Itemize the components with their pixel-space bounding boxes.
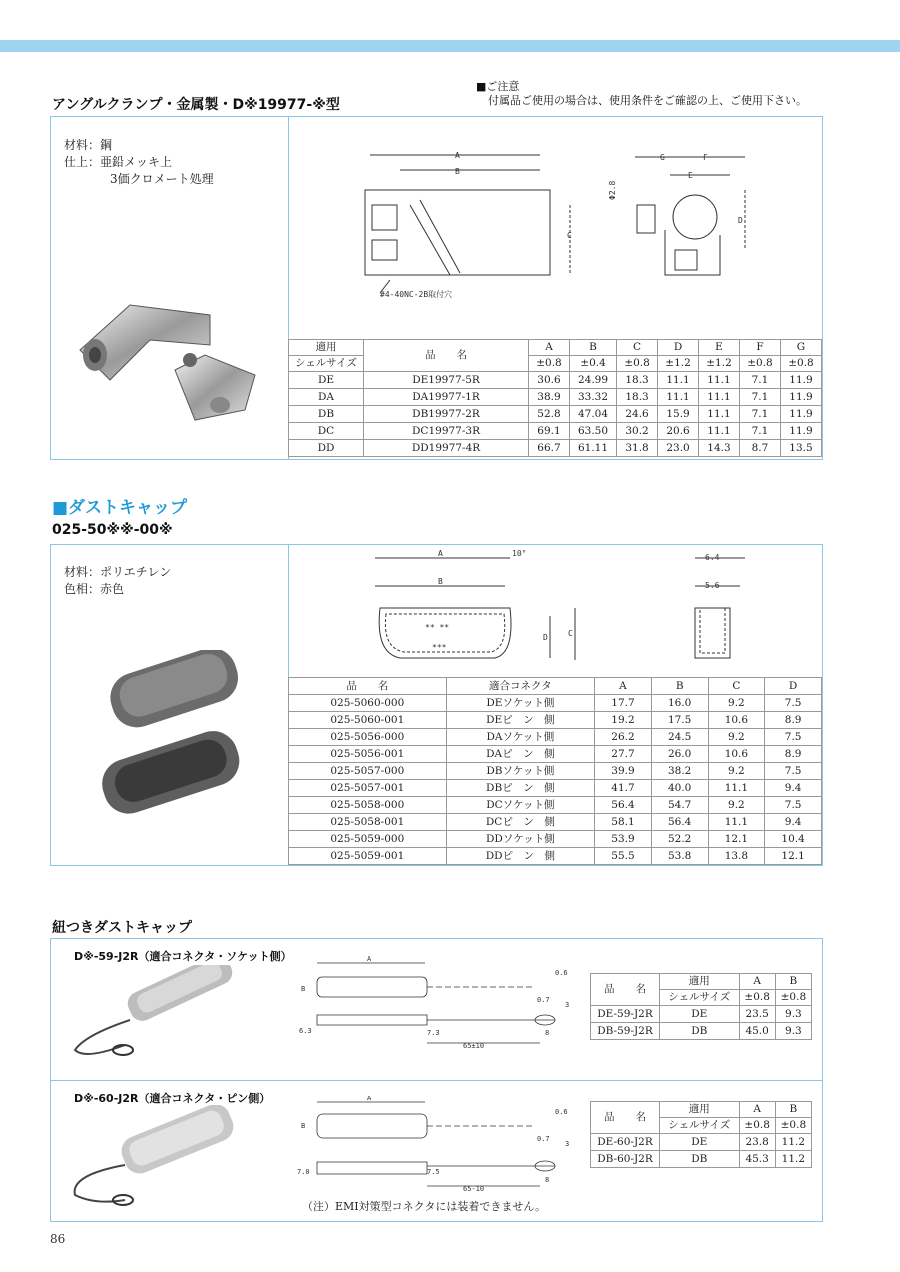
table-cell: 61.11 — [569, 440, 616, 457]
caution-heading: ■ご注意 — [476, 80, 520, 93]
table-cell: 8.9 — [765, 712, 822, 729]
table-cell: 025-5059-001 — [289, 848, 447, 865]
table-row — [289, 372, 822, 389]
dim-3: 3 — [565, 1001, 570, 1009]
table-cell: 11.2 — [775, 1134, 811, 1151]
col-header: シェルサイズ — [660, 990, 740, 1006]
table-cell: 11.1 — [699, 372, 740, 389]
dim-75: 7.5 — [427, 1168, 440, 1176]
table-cell: 26.2 — [595, 729, 652, 746]
table-cell: 11.1 — [708, 814, 765, 831]
table-cell: 7.5 — [765, 763, 822, 780]
dim-phi: Φ2.8 — [608, 180, 617, 200]
dim-06: 0.6 — [555, 969, 568, 977]
col-header: ±0.8 — [617, 356, 658, 372]
table-cell: 11.9 — [780, 389, 821, 406]
dim-70: 7.0 — [297, 1168, 310, 1176]
table-cell: 26.0 — [651, 746, 708, 763]
table-cell: 56.4 — [595, 797, 652, 814]
table-cell: 20.6 — [658, 423, 699, 440]
col-header: E — [699, 340, 740, 356]
thread-note: #4-40NC-2B取付穴 — [380, 290, 453, 299]
table-cell: DA19977-1R — [364, 389, 529, 406]
col-header: 適用 — [660, 1102, 740, 1118]
table-row — [289, 440, 822, 457]
col-header: ±1.2 — [658, 356, 699, 372]
table-cell: 9.4 — [765, 814, 822, 831]
table-row — [289, 814, 822, 831]
top-accent-bar — [0, 40, 900, 52]
table-cell: 025-5057-001 — [289, 780, 447, 797]
table-cell: 025-5056-001 — [289, 746, 447, 763]
caution-text: 付属品ご使用の場合は、使用条件をご確認の上、ご使用下さい。 — [488, 94, 807, 107]
table-cell: DB — [660, 1151, 740, 1168]
table-cell: 23.8 — [739, 1134, 775, 1151]
table-cell: 45.0 — [739, 1023, 775, 1040]
table-cell: DEソケット側 — [446, 695, 595, 712]
table-cell: DB19977-2R — [364, 406, 529, 423]
table-cell: 7.1 — [739, 372, 780, 389]
table-cell: 23.5 — [739, 1006, 775, 1023]
table-row — [289, 389, 822, 406]
table-cell: DCピ ン 側 — [446, 814, 595, 831]
dim-w2: 5.6 — [705, 581, 720, 590]
col-header: 品 名 — [289, 678, 447, 695]
dim-73: 7.3 — [427, 1029, 440, 1037]
box-row-divider — [51, 1080, 822, 1081]
table-cell: 39.9 — [595, 763, 652, 780]
table-cell: 11.2 — [775, 1151, 811, 1168]
table-cell: 7.1 — [739, 423, 780, 440]
table-cell: 53.8 — [651, 848, 708, 865]
table-cell: 11.1 — [658, 372, 699, 389]
dim-angle: 10° — [512, 549, 527, 558]
col-header: A — [595, 678, 652, 695]
col-header: B — [775, 974, 811, 990]
col-header: 品 名 — [364, 340, 529, 372]
table-cell: 38.2 — [651, 763, 708, 780]
angle-clamp-table — [288, 339, 822, 457]
table-cell: DCソケット側 — [446, 797, 595, 814]
col-header: A — [739, 1102, 775, 1118]
table-cell: 9.2 — [708, 729, 765, 746]
table-cell: 7.1 — [739, 389, 780, 406]
page-number: 86 — [50, 1232, 66, 1246]
table-cell: 53.9 — [595, 831, 652, 848]
col-header: C — [708, 678, 765, 695]
dim-c: C — [568, 629, 573, 638]
table-cell: 12.1 — [765, 848, 822, 865]
col-header: G — [780, 340, 821, 356]
dim-06: 0.6 — [555, 1108, 568, 1116]
socket-side-label: D※-59-J2R（適合コネクタ・ソケット側） — [74, 950, 292, 963]
col-header: 適合コネクタ — [446, 678, 595, 695]
table-cell: 11.1 — [699, 423, 740, 440]
angle-clamp-drawing — [360, 145, 760, 310]
cap-mark-2: *** — [432, 643, 447, 652]
table-cell: 19.2 — [595, 712, 652, 729]
dim-d: D — [738, 216, 743, 225]
table-row — [289, 848, 822, 865]
dim-a: A — [438, 549, 443, 558]
dim-d: D — [543, 633, 548, 642]
col-header: シェルサイズ — [289, 356, 364, 372]
table-cell: DC — [289, 423, 364, 440]
col-header: ±0.8 — [780, 356, 821, 372]
material-text: 材料：鋼 — [64, 138, 113, 152]
table-cell: 025-5058-000 — [289, 797, 447, 814]
table-cell: 15.9 — [658, 406, 699, 423]
col-header: A — [739, 974, 775, 990]
table-cell: 11.9 — [780, 372, 821, 389]
table-cell: 66.7 — [529, 440, 570, 457]
table-cell: 13.5 — [780, 440, 821, 457]
col-header: D — [658, 340, 699, 356]
dim-07: 0.7 — [537, 996, 550, 1004]
table-cell: DDソケット側 — [446, 831, 595, 848]
table-cell: 17.7 — [595, 695, 652, 712]
table-cell: DD19977-4R — [364, 440, 529, 457]
table-cell: DE-60-J2R — [591, 1134, 660, 1151]
col-header: ±0.8 — [775, 990, 811, 1006]
col-header: C — [617, 340, 658, 356]
col-header: 適用 — [660, 974, 740, 990]
table-cell: 24.6 — [617, 406, 658, 423]
dim-c: C — [567, 231, 572, 240]
pin-strap-photo — [65, 1105, 265, 1210]
table-cell: 55.5 — [595, 848, 652, 865]
table-cell: 9.4 — [765, 780, 822, 797]
dust-cap-drawing — [360, 548, 760, 668]
dim-b: B — [301, 1122, 306, 1130]
table-cell: 12.1 — [708, 831, 765, 848]
table-cell: DE — [660, 1134, 740, 1151]
table-cell: 16.0 — [651, 695, 708, 712]
dust-cap-subtitle: 025-50※※-00※ — [52, 522, 173, 538]
table-cell: 27.7 — [595, 746, 652, 763]
dim-len: 65-10 — [463, 1185, 485, 1193]
dim-8: 8 — [545, 1029, 550, 1037]
col-header: ±0.8 — [739, 356, 780, 372]
table-cell: 7.5 — [765, 729, 822, 746]
col-header: B — [775, 1102, 811, 1118]
table-cell: DAピ ン 側 — [446, 746, 595, 763]
table-cell: 9.2 — [708, 763, 765, 780]
table-cell: 11.1 — [708, 780, 765, 797]
table-row — [289, 423, 822, 440]
table-cell: 9.2 — [708, 695, 765, 712]
table-cell: 11.1 — [699, 406, 740, 423]
table-row — [591, 1006, 812, 1023]
table-cell: 11.1 — [699, 389, 740, 406]
col-header: ±0.4 — [569, 356, 616, 372]
angle-clamp-photo — [70, 300, 270, 430]
table-cell: 30.6 — [529, 372, 570, 389]
table-row — [289, 797, 822, 814]
table-cell: 11.9 — [780, 406, 821, 423]
dim-w1: 6.4 — [705, 553, 720, 562]
table-cell: 33.32 — [569, 389, 616, 406]
dim-len: 65±10 — [463, 1042, 485, 1050]
table-cell: DEピ ン 側 — [446, 712, 595, 729]
table-cell: 9.3 — [775, 1023, 811, 1040]
table-cell: DDピ ン 側 — [446, 848, 595, 865]
table-cell: DC19977-3R — [364, 423, 529, 440]
col-header: 品 名 — [591, 974, 660, 1006]
pin-strap-drawing — [295, 1096, 580, 1196]
dim-b: B — [301, 985, 306, 993]
col-header: B — [569, 340, 616, 356]
table-cell: 30.2 — [617, 423, 658, 440]
table-cell: 14.3 — [699, 440, 740, 457]
table-cell: DE19977-5R — [364, 372, 529, 389]
table-cell: DB — [289, 406, 364, 423]
socket-strap-table — [590, 973, 812, 1040]
table-row — [591, 1134, 812, 1151]
table-row — [289, 406, 822, 423]
table-cell: 025-5060-001 — [289, 712, 447, 729]
table-cell: 8.7 — [739, 440, 780, 457]
table-cell: 45.3 — [739, 1151, 775, 1168]
table-cell: 31.8 — [617, 440, 658, 457]
table-cell: DA — [289, 389, 364, 406]
table-cell: DAソケット側 — [446, 729, 595, 746]
col-header: ±0.8 — [529, 356, 570, 372]
dim-b: B — [438, 577, 443, 586]
table-cell: 52.8 — [529, 406, 570, 423]
table-cell: DB — [660, 1023, 740, 1040]
table-cell: DB-60-J2R — [591, 1151, 660, 1168]
col-header: F — [739, 340, 780, 356]
pin-side-label: D※-60-J2R（適合コネクタ・ピン側） — [74, 1092, 271, 1105]
table-cell: 9.2 — [708, 797, 765, 814]
dust-cap-table — [288, 677, 822, 865]
table-row — [591, 1151, 812, 1168]
table-cell: 23.0 — [658, 440, 699, 457]
dim-a: A — [455, 151, 460, 160]
col-header: ±0.8 — [739, 1118, 775, 1134]
angle-clamp-title: アングルクランプ・金属製・D※19977-※型 — [52, 97, 340, 113]
table-cell: 38.9 — [529, 389, 570, 406]
col-header: シェルサイズ — [660, 1118, 740, 1134]
table-cell: DBソケット側 — [446, 763, 595, 780]
table-cell: DE — [660, 1006, 740, 1023]
table-cell: 40.0 — [651, 780, 708, 797]
table-row — [289, 780, 822, 797]
table-cell: 18.3 — [617, 372, 658, 389]
table-cell: 9.3 — [775, 1006, 811, 1023]
col-header: ±0.8 — [739, 990, 775, 1006]
table-cell: 18.3 — [617, 389, 658, 406]
table-cell: 69.1 — [529, 423, 570, 440]
col-header: A — [529, 340, 570, 356]
table-cell: 52.2 — [651, 831, 708, 848]
table-cell: 56.4 — [651, 814, 708, 831]
table-row — [289, 712, 822, 729]
table-cell: 025-5059-000 — [289, 831, 447, 848]
table-cell: 13.8 — [708, 848, 765, 865]
socket-strap-photo — [65, 965, 265, 1070]
table-cell: 47.04 — [569, 406, 616, 423]
table-cell: 24.5 — [651, 729, 708, 746]
dust-cap-title: ■ダストキャップ — [52, 498, 188, 518]
emi-note: （注）EMI対策型コネクタには装着できません。 — [302, 1200, 547, 1213]
table-row — [289, 746, 822, 763]
dim-8: 8 — [545, 1176, 550, 1184]
table-row — [289, 695, 822, 712]
col-header: ±1.2 — [699, 356, 740, 372]
dim-g: G — [660, 153, 665, 162]
table-row — [289, 729, 822, 746]
table-cell: 7.1 — [739, 406, 780, 423]
socket-strap-drawing — [295, 955, 580, 1055]
table-cell: 11.9 — [780, 423, 821, 440]
col-header: B — [651, 678, 708, 695]
dim-07: 0.7 — [537, 1135, 550, 1143]
table-cell: 41.7 — [595, 780, 652, 797]
table-cell: DBピ ン 側 — [446, 780, 595, 797]
table-cell: 10.6 — [708, 746, 765, 763]
dust-cap-photo — [95, 650, 255, 830]
dim-f: F — [703, 153, 708, 162]
finish-text: 仕上：亜鉛メッキ上 — [64, 155, 173, 169]
dim-63: 6.3 — [299, 1027, 312, 1035]
dust-cap-color: 色相：赤色 — [64, 582, 125, 596]
table-cell: 025-5058-001 — [289, 814, 447, 831]
dim-a: A — [367, 1096, 372, 1102]
table-cell: 11.1 — [658, 389, 699, 406]
table-cell: 58.1 — [595, 814, 652, 831]
table-cell: 24.99 — [569, 372, 616, 389]
table-cell: 025-5056-000 — [289, 729, 447, 746]
dust-cap-material: 材料：ポリエチレン — [64, 565, 172, 579]
table-cell: 54.7 — [651, 797, 708, 814]
table-cell: 025-5057-000 — [289, 763, 447, 780]
dim-a: A — [367, 955, 372, 963]
table-cell: 8.9 — [765, 746, 822, 763]
table-cell: DD — [289, 440, 364, 457]
col-header: 適用 — [289, 340, 364, 356]
table-cell: DE — [289, 372, 364, 389]
cap-mark-1: ** ** — [425, 623, 450, 632]
table-row — [591, 1023, 812, 1040]
table-cell: 025-5060-000 — [289, 695, 447, 712]
finish-text-2: 3価クロメート処理 — [110, 172, 214, 186]
col-header: 品 名 — [591, 1102, 660, 1134]
dim-3: 3 — [565, 1140, 570, 1148]
table-cell: 7.5 — [765, 797, 822, 814]
col-header: D — [765, 678, 822, 695]
table-cell: 10.4 — [765, 831, 822, 848]
table-cell: 7.5 — [765, 695, 822, 712]
dim-b: B — [455, 167, 460, 176]
dim-e: E — [688, 171, 693, 180]
table-cell: 17.5 — [651, 712, 708, 729]
col-header: ±0.8 — [775, 1118, 811, 1134]
pin-strap-table — [590, 1101, 812, 1168]
table-row — [289, 831, 822, 848]
table-cell: DE-59-J2R — [591, 1006, 660, 1023]
table-cell: 10.6 — [708, 712, 765, 729]
table-cell: 63.50 — [569, 423, 616, 440]
strap-cap-title: 紐つきダストキャップ — [52, 920, 192, 936]
table-row — [289, 763, 822, 780]
table-cell: DB-59-J2R — [591, 1023, 660, 1040]
